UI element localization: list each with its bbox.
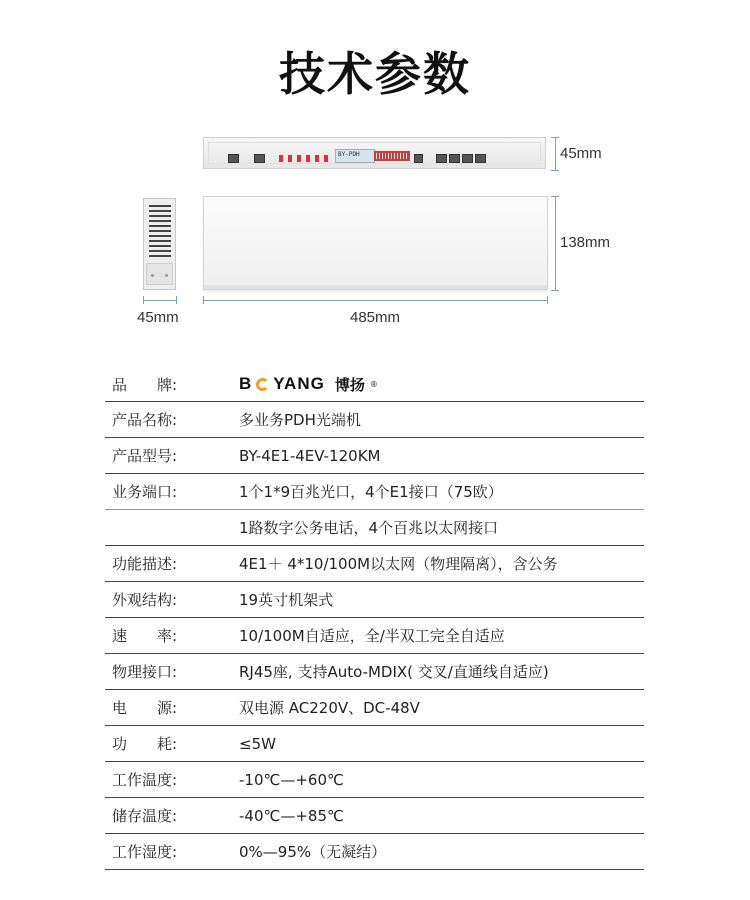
spec-value: ≤5W [239,734,276,753]
spec-key: 工作温度: [112,771,178,789]
dip-switch-icon [374,151,410,161]
spec-value: 1个1*9百兆光口，4个E1接口（75欧） [239,483,503,501]
spec-value: 多业务PDH光端机 [239,411,361,429]
rj-port-icon [254,154,265,163]
device-top-view [203,196,548,290]
device-side-view [143,198,176,290]
dimension-tick [551,137,559,138]
dimension-tick [176,296,177,304]
registered-mark: ® [369,379,378,389]
device-front-panel [203,137,546,169]
led-icon [297,155,301,162]
dimension-line [203,300,548,301]
spec-key: 储存温度: [112,807,178,825]
ethernet-port-icon [462,154,473,163]
dimension-label-side-width: 45mm [137,309,179,326]
dimension-label-width: 485mm [350,309,401,326]
table-row [105,762,644,798]
dimension-tick [203,296,204,304]
top-view-edge [204,285,547,289]
brand-logo-mark-icon [256,378,269,391]
ethernet-port-icon [436,154,447,163]
fiber-port-icon [228,154,239,163]
screw-icon [151,274,154,277]
led-icon [288,155,292,162]
spec-value: 0%—95%（无凝结） [239,843,387,861]
side-bracket [146,263,173,285]
spec-key: 速 率: [112,627,178,645]
lcd-display [335,149,375,163]
table-row [105,690,644,726]
spec-value: 4E1＋ 4*10/100M以太网（物理隔离），含公务 [239,555,558,573]
brand-logo-right: YANG [273,374,325,393]
screw-icon [165,274,168,277]
spec-value: -40℃—+85℃ [239,806,344,825]
led-icon [306,155,310,162]
ethernet-port-icon [475,154,486,163]
page-title: 技术参数 [279,47,471,101]
table-row [105,618,644,654]
dimension-tick [551,290,559,291]
lcd-text: BY-PDH [338,151,360,158]
spec-key: 电 源: [112,699,178,717]
spec-key: 业务端口: [112,483,178,501]
spec-key: 功 耗: [112,735,178,753]
table-row-brand [105,367,644,402]
spec-key: 品 牌: [112,375,178,394]
spec-value-brand [239,374,644,395]
table-row [105,474,644,510]
led-icon [279,155,283,162]
spec-key: 外观结构: [112,591,178,609]
table-row [105,438,644,474]
dimension-tick [547,296,548,304]
spec-value: 双电源 AC220V、DC-48V [239,699,420,717]
vent-icon [149,205,171,259]
table-row [105,798,644,834]
led-icon [324,155,328,162]
spec-key: 产品型号: [112,447,178,465]
spec-key: 产品名称: [112,411,178,429]
dimension-tick [551,196,559,197]
ethernet-port-icon [449,154,460,163]
table-row [105,834,644,870]
dimension-tick [551,170,559,171]
spec-key: 物理接口: [112,663,178,681]
spec-value: RJ45座, 支持Auto-MDIX( 交叉/直通线自适应) [239,663,549,681]
table-row [105,654,644,690]
spec-value: 1路数字公务电话，4个百兆以太网接口 [239,519,499,537]
brand-cn-name: 博扬 [334,375,365,394]
dimension-line [555,137,556,171]
table-row [105,582,644,618]
spec-value: BY-4E1-4EV-120KM [239,446,381,465]
phone-port-icon [414,154,423,163]
dimension-tick [143,296,144,304]
spec-value: 10/100M自适应，全/半双工完全自适应 [239,627,505,645]
table-row [105,726,644,762]
table-row [105,402,644,438]
table-row [105,546,644,582]
table-row [105,510,644,546]
spec-key: 功能描述: [112,555,178,573]
brand-logo [239,374,378,395]
brand-logo-left: B [239,374,253,393]
spec-table [105,367,644,870]
spec-value: 19英寸机架式 [239,591,334,609]
dimension-label-depth: 138mm [560,234,611,251]
led-icon [315,155,319,162]
spec-key: 工作湿度: [112,843,178,861]
dimension-line [143,300,177,301]
dimension-label-front-height: 45mm [560,145,602,162]
dimension-line [555,196,556,291]
spec-value: -10℃—+60℃ [239,770,344,789]
